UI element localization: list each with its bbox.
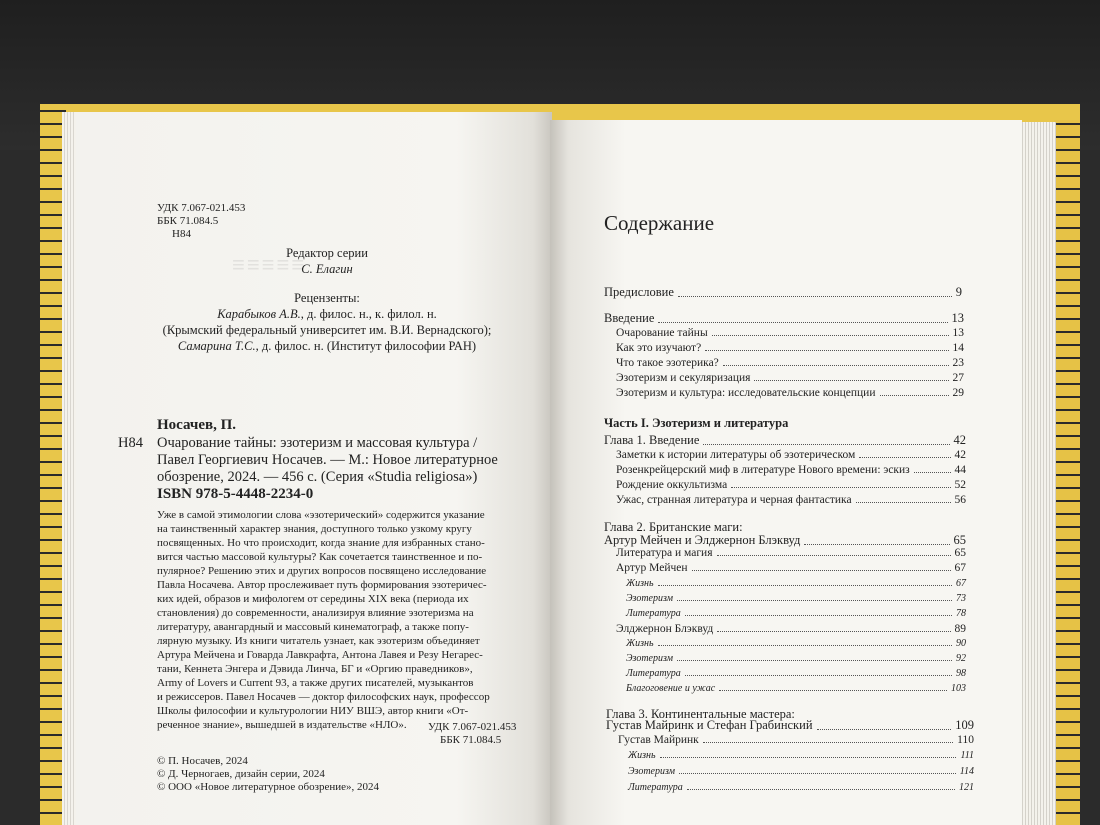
- abstract-line: лярную музыку. Из книги читатель узнает, как эзотеризм объединяет: [157, 635, 480, 647]
- toc-entry: Жизнь 90: [626, 638, 966, 649]
- abstract-line: ких идей, образов и мифологем от середины XIX века (периода их: [157, 593, 469, 605]
- abstract-line: Артура Мейчена и Говарда Лавкрафта, Антона Лавея и Резу Негарес-: [157, 649, 483, 661]
- toc-part-heading: Часть I. Эзотеризм и литература: [604, 416, 789, 430]
- toc-chapter-heading: Глава 3. Континентальные мастера:: [606, 707, 795, 721]
- reviewer-2: Самарина Т.С., д. филос. н. (Институт философии РАН): [177, 339, 477, 353]
- show-through-text: ≡≡≡≡≡: [232, 252, 307, 277]
- abstract-line: пулярное? Решению этих и других вопросов посвящено исследование: [157, 565, 487, 577]
- toc-chapter-heading: Глава 2. Британские маги:: [604, 520, 743, 534]
- record-line-3: обозрение, 2024. — 456 с. (Серия «Studia religiosa»): [157, 469, 478, 485]
- copyright-line: © П. Носачев, 2024: [157, 755, 248, 767]
- toc-entry: Что такое эзотерика? 23: [616, 357, 964, 369]
- series-editor-name: С. Елагин: [301, 262, 353, 276]
- toc-entry: Предисловие 9: [604, 285, 962, 299]
- toc-entry: Заметки к истории литературы об эзотерическом 42: [616, 449, 966, 461]
- author-mark: Н84: [172, 228, 191, 240]
- toc-entry: Литература и магия 65: [616, 547, 966, 559]
- page-edges-right: [1020, 122, 1056, 825]
- toc-entry: Густав Майринк и Стефан Грабинский 109: [606, 718, 974, 732]
- toc-entry: Жизнь 111: [628, 750, 974, 761]
- udk-code: УДК 7.067-021.453: [157, 202, 246, 214]
- abstract-line: и режиссеров. Павел Носачев — доктор философских наук, профессор: [157, 691, 490, 703]
- record-line-2: Павел Георгиевич Носачев. — М.: Новое литературное: [157, 452, 498, 468]
- reviewer-1: Карабыков А.В., д. филос. н., к. филол. н.: [217, 307, 437, 321]
- toc-entry: Очарование тайны 13: [616, 327, 964, 339]
- toc-entry: Литература 98: [626, 668, 966, 679]
- toc-entry: Введение 13: [604, 311, 964, 325]
- abstract-line: Уже в самой этимологии слова «эзотерический» содержится указание: [157, 509, 485, 521]
- abstract-line: посвященных. Но что происходит, когда знание для избранных стано-: [157, 537, 485, 549]
- reviewer-1-org: (Крымский федеральный университет им. В.И. Вернадского);: [162, 323, 492, 337]
- toc-entry: Рождение оккультизма 52: [616, 479, 966, 491]
- toc-entry: Эзотеризм 114: [628, 766, 974, 777]
- author-heading: Носачев, П.: [157, 417, 237, 433]
- toc-entry: Густав Майринк 110: [618, 734, 974, 746]
- toc-entry: Элджернон Блэквуд 89: [616, 623, 966, 635]
- abstract-line: литературу, авангардный и массовый кинематограф, а также попу-: [157, 621, 469, 633]
- abstract-line: становления) до современности, анализируя влияние эзотеризма на: [157, 607, 474, 619]
- copyright-line: © ООО «Новое литературное обозрение», 2024: [157, 781, 379, 793]
- toc-entry: Эзотеризм и секуляризация 27: [616, 372, 964, 384]
- abstract-line: Army of Lovers и Current 93, а также других писателей, музыкантов: [157, 677, 474, 689]
- cover-stripes-right: [1054, 120, 1080, 825]
- series-editor-label: Редактор серии: [286, 246, 368, 260]
- toc-entry: Розенкрейцерский миф в литературе Нового времени: эскиз 44: [616, 464, 966, 476]
- bbk-code: ББК 71.084.5: [157, 215, 219, 227]
- copyright-line: © Д. Черногаев, дизайн серии, 2024: [157, 768, 325, 780]
- catalog-code: Н84: [118, 435, 143, 451]
- abstract-line: на таинственный характер знания, доступного только узкому кругу: [157, 523, 472, 535]
- toc-entry: Артур Мейчен 67: [616, 562, 966, 574]
- bbk-bottom: ББК 71.084.5: [440, 734, 502, 746]
- toc-entry: Ужас, странная литература и черная фантастика 56: [616, 494, 966, 506]
- abstract-line: тани, Кеннета Энгера и Дэвида Линча, БГ и «Оргию праведников»,: [157, 663, 473, 675]
- abstract-line: вится частью массовой культуры? Как сочетается таинственное и по-: [157, 551, 483, 563]
- udk-bottom: УДК 7.067-021.453: [428, 721, 517, 733]
- abstract-line: Павла Носачева. Автор прослеживает путь формирования эзотеричес-: [157, 579, 487, 591]
- toc-entry: Эзотеризм и культура: исследовательские концепции 29: [616, 387, 964, 399]
- abstract-line: Школы философии и культурологии НИУ ВШЭ, автор книги «От-: [157, 705, 469, 717]
- toc-entry: Артур Мейчен и Элджернон Блэквуд 65: [604, 533, 966, 547]
- reviewers-label: Рецензенты:: [294, 291, 360, 305]
- isbn: ISBN 978-5-4448-2234-0: [157, 486, 314, 502]
- toc-entry: Эзотеризм 92: [626, 653, 966, 664]
- toc-entry: Благоговение и ужас 103: [626, 683, 966, 694]
- record-line-1: Очарование тайны: эзотеризм и массовая культура /: [157, 435, 478, 451]
- toc-entry: Литература 78: [626, 608, 966, 619]
- toc-title: Содержание: [604, 211, 715, 235]
- toc-entry: Литература 121: [628, 782, 974, 793]
- toc-entry: Эзотеризм 73: [626, 593, 966, 604]
- toc-entry: Как это изучают? 14: [616, 342, 964, 354]
- toc-entry: Жизнь 67: [626, 578, 966, 589]
- toc-entry: Глава 1. Введение 42: [604, 433, 966, 447]
- abstract-line: реченное знание», вышедшей в издательстве «НЛО».: [157, 719, 407, 731]
